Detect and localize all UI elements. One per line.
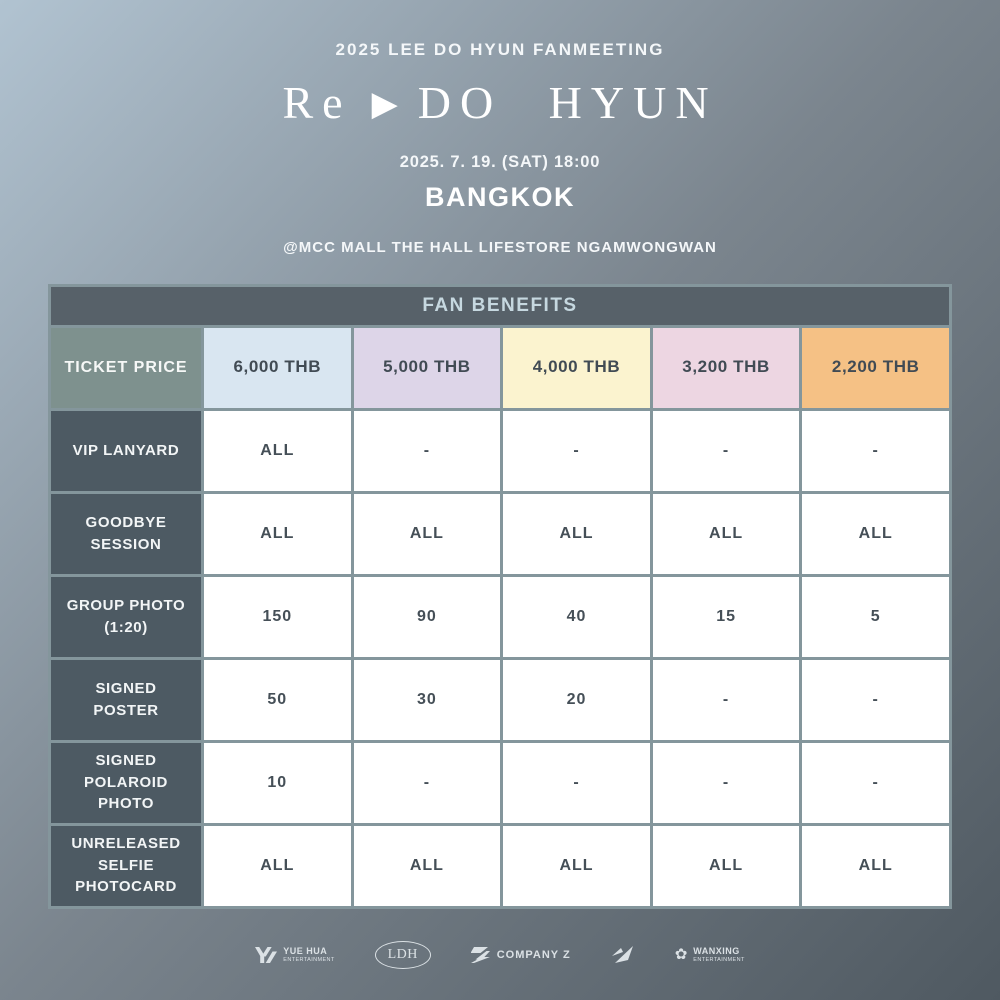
benefit-value-cell: ALL bbox=[802, 826, 949, 906]
price-column-header: 2,200 THB bbox=[802, 328, 949, 408]
benefit-value-cell: ALL bbox=[503, 826, 650, 906]
benefit-value-cell: - bbox=[653, 660, 800, 740]
benefit-value-cell: ALL bbox=[204, 411, 351, 491]
benefit-row-label: GOODBYE SESSION bbox=[51, 494, 201, 574]
wing-mark-logo bbox=[611, 946, 635, 964]
benefit-value-cell: ALL bbox=[354, 494, 501, 574]
company-z-logo-text: COMPANY Z bbox=[496, 948, 571, 961]
ldh-logo-monogram: LDH bbox=[375, 941, 431, 969]
event-city: BANGKOK bbox=[425, 181, 575, 212]
benefit-value-cell: 90 bbox=[354, 577, 501, 657]
yuehua-logo-icon bbox=[255, 947, 277, 963]
sponsor-logos bbox=[0, 941, 1000, 969]
benefit-value-cell: 50 bbox=[204, 660, 351, 740]
benefit-row-label: GROUP PHOTO (1:20) bbox=[51, 577, 201, 657]
benefit-value-cell: ALL bbox=[204, 494, 351, 574]
event-datetime: 2025. 7. 19. (SAT) 18:00 bbox=[399, 152, 601, 171]
benefit-value-cell: - bbox=[653, 743, 800, 823]
event-title-post: DO HYUN bbox=[417, 77, 718, 128]
wanxing-logo-icon: ✿ bbox=[674, 945, 688, 964]
benefit-row-label: VIP LANYARD bbox=[51, 411, 201, 491]
yuehua-logo-text: YUE HUA bbox=[283, 945, 328, 956]
benefit-value-cell: ALL bbox=[653, 826, 800, 906]
ldh-logo bbox=[375, 941, 431, 969]
price-column-header: 4,000 THB bbox=[503, 328, 650, 408]
benefit-value-cell: 5 bbox=[802, 577, 949, 657]
benefit-value-cell: ALL bbox=[503, 494, 650, 574]
benefit-row-label: SIGNED POSTER bbox=[51, 660, 201, 740]
event-title bbox=[0, 78, 1000, 129]
benefit-value-cell: 10 bbox=[204, 743, 351, 823]
benefit-row-label: UNRELEASED SELFIE PHOTOCARD bbox=[51, 826, 201, 906]
table-title: FAN BENEFITS bbox=[51, 287, 949, 325]
benefit-value-cell: ALL bbox=[354, 826, 501, 906]
wanxing-logo bbox=[675, 947, 745, 963]
benefit-value-cell: 15 bbox=[653, 577, 800, 657]
benefit-value-cell: - bbox=[653, 411, 800, 491]
benefit-value-cell: - bbox=[503, 743, 650, 823]
benefit-value-cell: 20 bbox=[503, 660, 650, 740]
benefit-value-cell: - bbox=[354, 743, 501, 823]
wing-mark-logo-icon bbox=[611, 946, 635, 964]
fan-benefits-table bbox=[48, 284, 952, 909]
benefit-value-cell: ALL bbox=[204, 826, 351, 906]
benefit-value-cell: - bbox=[503, 411, 650, 491]
benefit-value-cell: - bbox=[802, 743, 949, 823]
wanxing-logo-subtext: ENTERTAINMENT bbox=[693, 956, 745, 963]
benefit-value-cell: 150 bbox=[204, 577, 351, 657]
company-z-logo bbox=[471, 947, 571, 963]
benefit-value-cell: 30 bbox=[354, 660, 501, 740]
benefit-value-cell: - bbox=[802, 660, 949, 740]
company-z-logo-icon bbox=[471, 947, 491, 963]
fanmeeting-eyebrow: 2025 LEE DO HYUN FANMEETING bbox=[335, 40, 665, 59]
price-column-header: 5,000 THB bbox=[354, 328, 501, 408]
wanxing-logo-text: WANXING bbox=[693, 945, 740, 956]
event-venue: @MCC MALL THE HALL LIFESTORE NGAMWONGWAN bbox=[283, 238, 717, 256]
price-column-header: 6,000 THB bbox=[204, 328, 351, 408]
yuehua-logo bbox=[255, 947, 334, 963]
event-title-pre: Re bbox=[282, 77, 352, 128]
benefit-value-cell: ALL bbox=[802, 494, 949, 574]
benefit-row-label: SIGNED POLAROID PHOTO bbox=[51, 743, 201, 823]
poster-header bbox=[0, 40, 1000, 256]
price-column-header: 3,200 THB bbox=[653, 328, 800, 408]
play-icon: ▶ bbox=[371, 84, 398, 125]
ticket-price-label: TICKET PRICE bbox=[51, 328, 201, 408]
benefit-value-cell: - bbox=[354, 411, 501, 491]
yuehua-logo-subtext: ENTERTAINMENT bbox=[283, 956, 335, 963]
benefit-value-cell: ALL bbox=[653, 494, 800, 574]
benefit-value-cell: - bbox=[802, 411, 949, 491]
benefit-value-cell: 40 bbox=[503, 577, 650, 657]
